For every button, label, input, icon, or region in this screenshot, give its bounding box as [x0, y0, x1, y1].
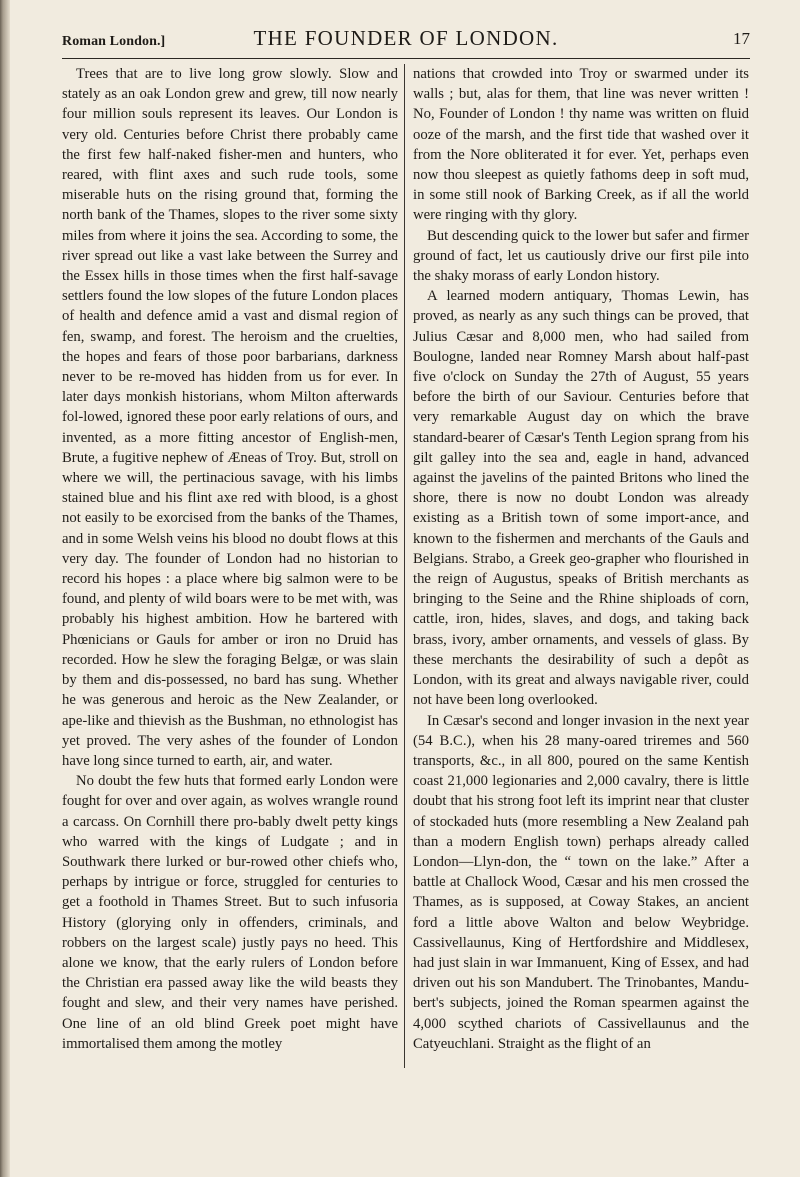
running-head-section: Roman London.] [62, 34, 166, 49]
paragraph-continuation: nations that crowded into Troy or swarmed under its walls ; but, alas for them, that line was never written ! No, Founder of London ! thy name was written on fluid ooze of the marsh, and the first tide that washed over it from the Nore obliterated it for ever. Yet, perhaps even now thou sleepest as quietly fathoms deep in soft mud, in some still nook of Barking Creek, as if all the world were ringing with thy glory. [413, 66, 749, 224]
column-divider [404, 64, 405, 1068]
page-number: 17 [733, 29, 750, 48]
right-column [413, 64, 749, 1054]
page-header [62, 26, 750, 56]
page-edge-shadow [0, 0, 10, 1177]
paragraph: In Cæsar's second and longer invasion in the next year (54 B.C.), when his 28 many-oared triremes and 560 transports, &c., in all 800, poured on the same Kentish coast 21,000 legionaries and 2,000 cavalry, there is little doubt that his strong foot left its imprint near that cluster of stockaded huts (more resembling a New Zealand pah than a modern English town) perhaps already called London—Llyn-don, the “ town on the lake.” After a battle at Challock Wood, Cæsar and his men crossed the Thames, as is supposed, at Coway Stakes, an ancient ford a little above Walton and below Weybridge. Cassivellaunus, King of Hertfordshire and Middlesex, had just slain in war Immanuent, King of Essex, and had driven out his son Mandubert. The Trinobantes, Mandu-bert's subjects, joined the Roman spearmen against the 4,000 scythed chariots of Cassivellaunus and the Catyeuchlani. Straight as the flight of an [413, 712, 749, 1052]
running-head-title: THE FOUNDER OF LONDON. [253, 26, 559, 50]
header-rule [62, 58, 750, 59]
paragraph: Trees that are to live long grow slowly. Slow and stately as an oak London grew and grew, till now nearly four million souls represent its leaves. Our London is very old. Centuries before Christ there probably came the first few half-naked fisher-men and hunters, who reared, with flint axes and such rude tools, some miserable huts on the rising ground that, forming the north bank of the Thames, slopes to the river some sixty miles from where it joins the sea. According to some, the river spread out like a vast lake between the Surrey and the Essex hills in those times when the first half-savage settlers found the low slopes of the future London places of health and defence amid a vast and dismal region of fen, swamp, and forest. The heroism and the cruelties, the hopes and fears of those poor barbarians, darkness never to be re-moved has hidden from us for ever. In later days monkish historians, whom Milton afterwards fol-lowed, ignored these poor early relations of ours, and invented, as a more fitting ancestor of English-men, Brute, a fugitive nephew of Æneas of Troy. But, stroll on where we will, the pertinacious savage, with his limbs stained blue and his flint axe red with blood, is a ghost not easily to be exorcised from the banks of the Thames, and in some Welsh veins his blood no doubt flows at this very day. The founder of London had no historian to record his hopes : a place where big salmon were to be found, and plenty of wild boars were to be met with, was probably his highest ambition. How he bartered with Phœnicians or Gauls for amber or iron no Druid has recorded. How he slew the foraging Belgæ, or was slain by them and dis-possessed, no bard has sung. Whether he was generous and heroic as the New Zealander, or ape-like and thievish as the Bushman, no ethnologist has yet proved. The very ashes of the founder of London have long since turned to earth, air, and water. [62, 66, 398, 769]
paragraph: No doubt the few huts that formed early London were fought for over and over again, as wolves wrangle round a carcass. On Cornhill there pro-bably dwelt petty kings who warred with the kings of Ludgate ; and in Southwark there lurked or bur-rowed other chiefs who, perhaps by intrigue or force, struggled for centuries to get a foothold in Thames Street. But to such infusoria History (glorying only in offenders, criminals, and robbers on the largest scale) justly pays no heed. This alone we know, that the early rulers of London before the Christian era passed away like the wild beasts they fought and slew, and their very names have perished. One line of an old blind Greek poet might have immortalised them among the motley [62, 773, 398, 1052]
left-column [62, 64, 398, 1054]
paragraph: A learned modern antiquary, Thomas Lewin, has proved, as nearly as any such things can be proved, that Julius Cæsar and 8,000 men, who had sailed from Boulogne, landed near Romney Marsh about half-past five o'clock on Sunday the 27th of August, 55 years before the birth of our Saviour. Centuries before that very remarkable August day on which the brave standard-bearer of Cæsar's Tenth Legion sprang from his gilt galley into the sea and, eagle in hand, advanced against the javelins of the painted Britons who lined the shore, there is now no doubt London was already existing as a British town of some import-ance, and known to the fishermen and merchants of the Gauls and Belgians. Strabo, a Greek geo-grapher who flourished in the reign of Augustus, speaks of British merchants as bringing to the Seine and the Rhine shiploads of corn, cattle, iron, hides, slaves, and dogs, and taking back brass, ivory, amber ornaments, and vessels of glass. By these merchants the desirability of such a depôt as London, with its great and always navigable river, could not have been long overlooked. [413, 288, 749, 709]
paragraph: But descending quick to the lower but safer and firmer ground of fact, let us cautiously drive our first pile into the shaky morass of early London history. [413, 227, 749, 285]
